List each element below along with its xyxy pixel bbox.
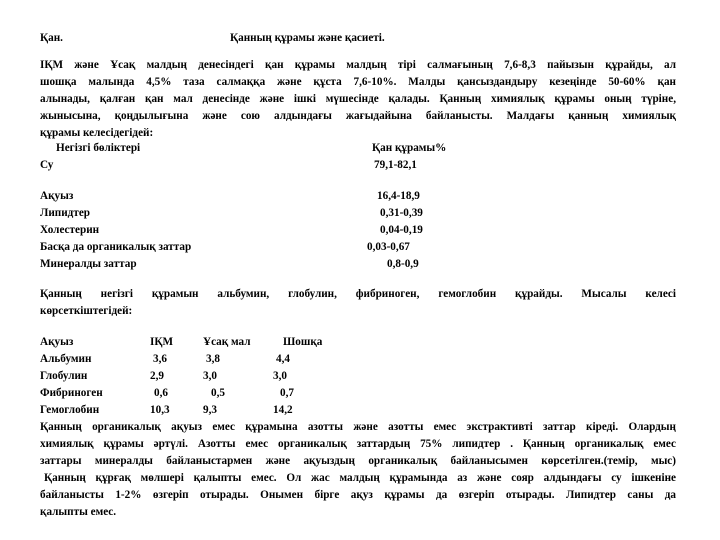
closing-line: байланысты 1-2% өзгеріп отырады. Онымен бірге ақуз құрамы да өзгеріп отырады. Липидтер саны да <box>40 489 676 501</box>
closing-line: Қанның органикалық ақуыз емес құрамына азотты және азотты емес экстрактивті заттар кіреді. Олардың <box>40 421 676 433</box>
protein-table-cell: 3,8 <box>206 353 220 365</box>
protein-table-cell: 3,0 <box>273 370 287 382</box>
closing-line: Қанның құрғақ мөлшері қалыпты емес. Ол жас малдың құрамында аз және сояр алдындағы су ішкеніне <box>44 472 676 484</box>
protein-table-cell: 2,9 <box>150 370 164 382</box>
protein-table-cell: 0,6 <box>154 387 168 399</box>
protein-paragraph-line: Қанның негізгі құрамын альбумин, глобулин, фибриноген, гемоглобин құрайды. Мысалы келесі <box>40 288 676 300</box>
protein-paragraph-line: көрсеткіштегідей: <box>40 305 133 317</box>
component-name: Липидтер <box>40 207 91 219</box>
component-value: 0,03-0,67 <box>367 241 410 253</box>
protein-table-header: ІҚМ <box>150 336 174 348</box>
closing-line: заттары минералды байланыстармен және ақуыздың органикалық байланысымен көрсетілген.(темір, мыс) <box>40 455 676 467</box>
protein-table-header: Ақуыз <box>40 336 74 348</box>
intro-line: жынысына, қоңдылығына және сою алдындағы жағыдайына байланысты. Малдағы қанның химиялық <box>40 110 676 122</box>
section-label: Қан. <box>40 32 63 44</box>
components-header-name: Негізгі бөліктері <box>56 142 141 154</box>
protein-table-cell: 4,4 <box>276 353 290 365</box>
component-value: 0,8-0,9 <box>387 258 419 270</box>
protein-table-cell: Гемоглобин <box>40 404 100 416</box>
protein-table-cell: Фибриноген <box>40 387 103 399</box>
component-name: Ақуыз <box>40 190 74 202</box>
protein-table-cell: 10,3 <box>150 404 170 416</box>
component-name: Минералды заттар <box>40 258 137 270</box>
page-title: Қанның құрамы және қасиеті. <box>230 32 385 44</box>
closing-line: қалыпты емес. <box>40 506 117 518</box>
protein-table-cell: 9,3 <box>203 404 217 416</box>
protein-table-cell: Глобулин <box>40 370 88 382</box>
protein-table-header: Ұсақ мал <box>203 336 251 348</box>
component-value: 79,1-82,1 <box>374 159 417 171</box>
protein-table-cell: 3,6 <box>153 353 167 365</box>
component-name: Басқа да органикалық заттар <box>40 241 192 253</box>
component-name: Холестерин <box>40 224 100 236</box>
component-value: 16,4-18,9 <box>377 190 420 202</box>
closing-line: химиялық құрамы әртүлі. Азотты емес органикалық заттардың 75% липидтер . Қанның органикалық емес <box>40 438 676 450</box>
protein-table-cell: 3,0 <box>203 370 217 382</box>
protein-table-cell: 0,5 <box>211 387 225 399</box>
protein-table-cell: Альбумин <box>40 353 92 365</box>
protein-table-cell: 0,7 <box>280 387 294 399</box>
intro-line: алынады, қалған қан мал денесінде және ішкі мүшесінде қалады. Қанның химиялық құрамы оның түріне, <box>40 93 676 105</box>
intro-line: құрамы келесідегідей: <box>40 127 154 139</box>
intro-line: шошқа малында 4,5% таза салмаққа және құста 7,6-10%. Малды қансыздандыру кезеңінде 50-60% қан <box>40 76 676 88</box>
protein-table-header: Шошқа <box>283 336 323 348</box>
protein-table-cell: 14,2 <box>273 404 293 416</box>
intro-line: ІҚМ және Ұсақ малдың денесіндегі қан құрамы малдың тірі салмағының 7,6-8,3 пайызын құрайды, ал <box>40 59 676 71</box>
components-header-value: Қан құрамы% <box>372 142 447 154</box>
component-value: 0,04-0,19 <box>380 224 423 236</box>
component-value: 0,31-0,39 <box>380 207 423 219</box>
component-name: Су <box>40 159 54 171</box>
